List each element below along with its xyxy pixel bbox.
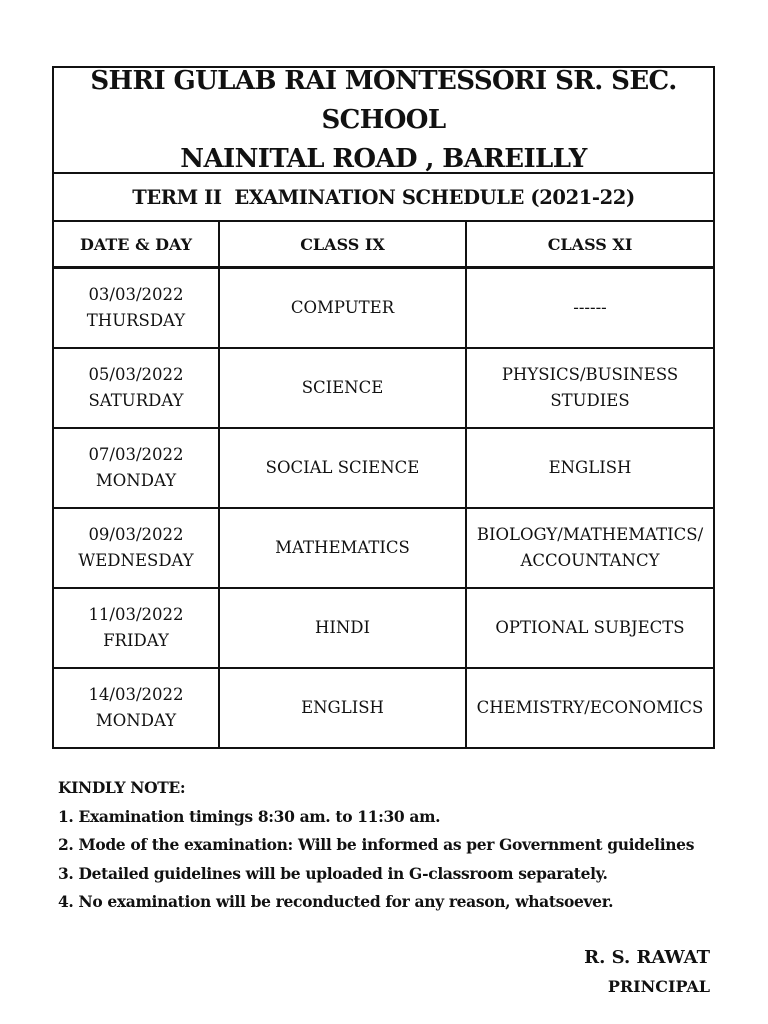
class-xi-subject: CHEMISTRY/ECONOMICS (466, 668, 713, 747)
table-row (54, 588, 713, 668)
class-xi-subject-cell (466, 508, 713, 588)
note-item: 4. No examination will be reconducted for any reason, whatsoever. (58, 892, 614, 911)
principal-name: R. S. RAWAT (584, 947, 710, 968)
class-ix-subject: SCIENCE (219, 348, 466, 428)
table-header-row (54, 222, 713, 268)
exam-date: 11/03/2022 (88, 605, 184, 624)
table-row (54, 268, 713, 349)
column-header-date: DATE & DAY (54, 222, 219, 268)
note-item: 3. Detailed guidelines will be uploaded in G-classroom separately. (58, 863, 608, 883)
schedule-title (54, 174, 713, 222)
exam-day: MONDAY (95, 711, 177, 730)
table-row (54, 668, 713, 747)
school-header (54, 65, 713, 174)
table-row (54, 348, 713, 428)
date-cell (54, 668, 219, 747)
class-ix-subject: MATHEMATICS (219, 508, 466, 588)
schedule-title-text: TERM II EXAMINATION SCHEDULE (2021-22) (132, 185, 635, 209)
date-cell (54, 268, 219, 349)
exam-date: 03/03/2022 (88, 285, 184, 304)
class-xi-subject-line: ACCOUNTANCY (520, 551, 660, 570)
class-ix-subject: COMPUTER (219, 268, 466, 349)
exam-schedule-table (54, 222, 713, 747)
date-cell (54, 348, 219, 428)
class-ix-subject: SOCIAL SCIENCE (219, 428, 466, 508)
notes-heading: KINDLY NOTE: (58, 778, 186, 797)
date-cell (54, 428, 219, 508)
class-xi-subject-line: BIOLOGY/MATHEMATICS/ (476, 525, 704, 544)
class-xi-subject-line: PHYSICS/BUSINESS (501, 365, 679, 384)
exam-day: FRIDAY (103, 631, 169, 650)
table-row (54, 508, 713, 588)
class-xi-subject: ------ (466, 268, 713, 349)
class-xi-subject: ENGLISH (466, 428, 713, 508)
exam-date: 07/03/2022 (88, 445, 184, 464)
exam-day: SATURDAY (88, 391, 184, 410)
signature-block (584, 944, 710, 1002)
exam-date: 05/03/2022 (88, 365, 184, 384)
school-name: SHRI GULAB RAI MONTESSORI SR. SEC. SCHOOL (90, 65, 677, 135)
note-item: 1. Examination timings 8:30 am. to 11:30 am. (58, 806, 441, 826)
exam-day: THURSDAY (86, 311, 186, 330)
column-header-class-ix: CLASS IX (219, 222, 466, 268)
schedule-sheet (52, 66, 715, 749)
exam-day: WEDNESDAY (78, 551, 194, 570)
exam-day: MONDAY (95, 471, 177, 490)
principal-designation: PRINCIPAL (607, 977, 710, 996)
exam-date: 09/03/2022 (88, 525, 184, 544)
exam-date: 14/03/2022 (88, 685, 184, 704)
notes-section (58, 774, 738, 917)
note-item: 2. Mode of the examination: Will be informed as per Government guidelines (58, 835, 695, 854)
school-address: NAINITAL ROAD , BAREILLY (180, 143, 587, 174)
date-cell (54, 508, 219, 588)
class-ix-subject: HINDI (219, 588, 466, 668)
class-ix-subject: ENGLISH (219, 668, 466, 747)
class-xi-subject-line: STUDIES (550, 391, 630, 410)
table-row (54, 428, 713, 508)
column-header-class-xi: CLASS XI (466, 222, 713, 268)
class-xi-subject-cell (466, 348, 713, 428)
class-xi-subject: OPTIONAL SUBJECTS (466, 588, 713, 668)
date-cell (54, 588, 219, 668)
